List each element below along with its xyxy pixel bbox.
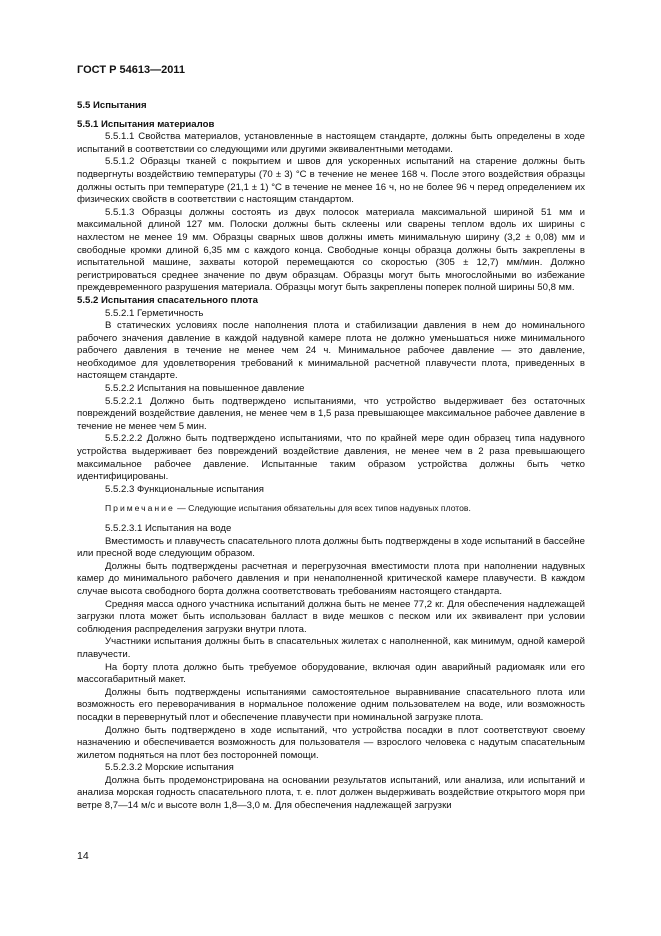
section-paragraphs	[77, 100, 585, 496]
paragraph: 5.5.2.1 Герметичность	[105, 307, 204, 319]
note	[77, 502, 585, 515]
paragraph: 5.5.2.2.2 Должно быть подтверждено испытаниями, что по крайней мере один образец типа надувного устройства выдерживает без повреждений воздействие давления, не менее чем в 2 раза превышающего максимальное рабочее давление. Испытанные таким образом устройства должны быть четко идентифицированы.	[77, 433, 585, 483]
paragraph: Средняя масса одного участника испытаний должна быть не менее 77,2 кг. Для обеспечения надлежащей загрузки плота может быть использован балласт в виде мешков с песком или их эквивалент при условии соблюдения распределения загрузки внутри плота.	[77, 598, 585, 635]
page-header: ГОСТ Р 54613—2011	[77, 64, 185, 76]
paragraph: 5.5.1.1 Свойства материалов, установленные в настоящем стандарте, должны быть определены в ходе испытаний в соответствии со следующими или другими эквивалентными методами.	[77, 131, 585, 155]
paragraph: Должны быть подтверждены испытаниями самостоятельное выравнивание спасательного плота или возможность его переворачивания в нормальное положение одним пользователем на воде, или возможность посадки в перевернутый плот и обеспечение плавучести при номинальной загрузке плота.	[77, 686, 585, 723]
paragraph: 5.5.1.2 Образцы тканей с покрытием и швов для ускоренных испытаний на старение должны быть подвергнуты воздействию температуры (70 ± 3) °С в течение не менее 168 ч. После этого воздействия образцы должны остыть при температуре (21,1 ± 1) °С в течение не менее 16 ч, но не более 96 ч перед определением их физических свойств в соответствии с настоящим стандартом.	[77, 156, 585, 206]
section-heading: 5.5 Испытания	[77, 100, 147, 111]
document-body	[77, 94, 585, 813]
paragraph: В статических условиях после наполнения плота и стабилизации давления в нем до номинального рабочего значения давление в каждой надувной камере плота не должно уменьшаться ниже минимального рабочего давления в течение не менее чем 24 ч. Минимальное рабочее давление — это давление, необходимое для удовлетворения требований к минимальной расчетной плавучести плота, приведенных в настоящем стандарте.	[77, 320, 585, 382]
paragraph: 5.5.2.3.2 Морские испытания	[105, 762, 234, 774]
paragraph: На борту плота должно быть требуемое оборудование, включая один аварийный радиомаяк или его массогабаритный макет.	[77, 661, 585, 686]
paragraph: 5.5.1.3 Образцы должны состоять из двух полосок материала максимальной шириной 51 мм и максимальной длиной 127 мм. Полоски должны быть склеены или сварены теплом вдоль их ширины с нахлестом не менее 19 мм. Образцы сварных швов должны иметь минимальную ширину (3,2 ± 0,08) мм и свободные кромки длиной 6,35 мм с каждого конца. Свободные концы образца должны быть закреплены в испытательной машине, захваты которой перемещаются со скоростью (305 ± 12,7) мм/мин. Должно регистрироваться среднее значение по двум образцам. Образцы могут быть многослойными во избежание преждевременного разрушения материала. Образцы могут быть закреплены поперек полной ширины 50,8 мм.	[77, 206, 585, 294]
section-paragraphs-continued	[77, 523, 585, 813]
paragraph: 5.5.2.3 Функциональные испытания	[105, 483, 264, 495]
paragraph: 5.5.2.2 Испытания на повышенное давление	[105, 383, 305, 395]
section-heading: 5.5.1 Испытания материалов	[77, 118, 215, 130]
paragraph: Должно быть подтверждено в ходе испытаний, что устройства посадки в плот соответствуют своему назначению и обеспечивается возможность для пользователя — взрослого человека с надутым спасательным жилетом подняться на плот без посторонней помощи.	[77, 724, 585, 761]
section-heading: 5.5.2 Испытания спасательного плота	[77, 294, 258, 306]
paragraph: 5.5.2.3.1 Испытания на воде	[105, 523, 232, 534]
paragraph: Должны быть подтверждены расчетная и перегрузочная вместимости плота при наполнении надувных камер до минимального рабочего давления и при ненаполненной критической камере плавучести. В каждом случае высота свободного борта должна соответствовать требованиям настоящего стандарта.	[77, 560, 585, 597]
paragraph: Участники испытания должны быть в спасательных жилетах с наполненной, как минимум, одной камерой плавучести.	[77, 636, 585, 660]
paragraph: Вместимость и плавучесть спасательного плота должны быть подтверждены в ходе испытаний в бассейне или пресной воде следующим образом.	[77, 535, 585, 560]
paragraph: Должна быть продемонстрирована на основании результатов испытаний, или анализа, или испытаний и анализа морская годность спасательного плота, т. е. плот должен выдерживать воздействие открытого моря при ветре 8,7—14 м/с и высоте волн 1,8—3,0 м. Для обеспечения надлежащей загрузки	[77, 774, 585, 812]
note-label: Примечание	[105, 503, 175, 514]
page-number: 14	[77, 850, 89, 862]
note-text: — Следующие испытания обязательны для всех типов надувных плотов.	[177, 503, 471, 514]
paragraph: 5.5.2.2.1 Должно быть подтверждено испытаниями, что устройство выдерживает без остаточных повреждений воздействие давления, не менее чем в 1,5 раза превышающее максимальное рабочее давление в течение не менее чем 5 мин.	[77, 395, 585, 432]
